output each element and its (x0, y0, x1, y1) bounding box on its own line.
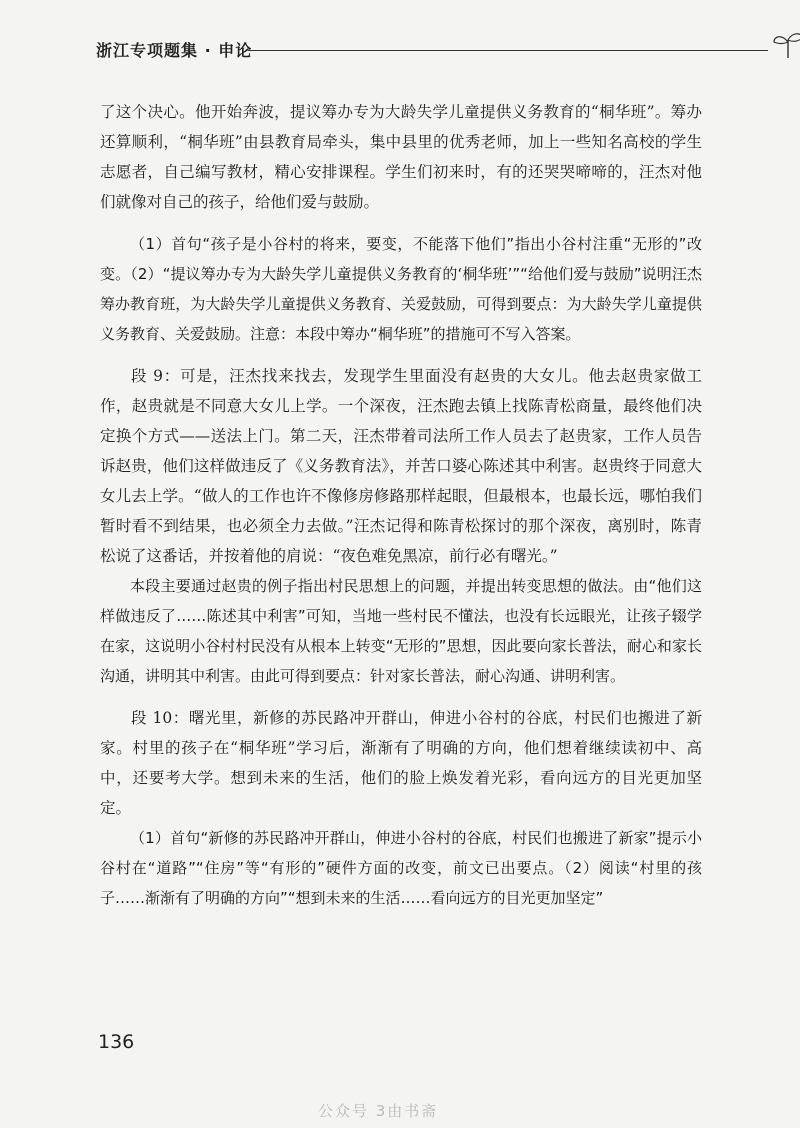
running-header (96, 38, 726, 62)
page-number: 136 (98, 1031, 135, 1053)
header-title: 浙江专项题集 · 申论 (96, 41, 253, 60)
source-paragraph: 段 9：可是，汪杰找来找去，发现学生里面没有赵贵的大女儿。他去赵贵家做工作，赵贵就是不同意大女儿上学。一个深夜，汪杰跑去镇上找陈青松商量，最终他们决定换个方式——送法上门。第二天，汪杰带着司法所工作人员去了赵贵家，工作人员告诉赵贵，他们这样做违反了《义务教育法》，并苦口婆心陈述其中利害。赵贵终于同意大女儿去上学。“做人的工作也许不像修房修路那样起眼，但最根本，也最长远，哪怕我们暂时看不到结果，也必须全力去做。”汪杰记得和陈青松探讨的那个深夜，离别时，陈青松说了这番话，并按着他的肩说：“夜色难免黑凉，前行必有曙光。” (100, 367, 702, 565)
watermark: 公众号 3由书斋 (318, 1102, 439, 1120)
sprout-icon (768, 30, 800, 60)
analysis-paragraph: （1）首句“新修的苏民路冲开群山，伸进小谷村的谷底，村民们也搬进了新家”提示小谷村在“道路”“住房”等“有形的”硬件方面的改变，前文已出要点。（2）阅读“村里的孩子……渐渐有了明确的方向”“想到未来的生活……看向远方的目光更加坚定” (100, 829, 702, 907)
source-paragraph: 了这个决心。他开始奔波，提议筹办专为大龄失学儿童提供义务教育的“桐华班”。筹办还算顺利，“桐华班”由县教育局牵头，集中县里的优秀老师，加上一些知名高校的学生志愿者，自己编写教材，精心安排课程。学生们初来时，有的还哭哭啼啼的，汪杰对他们就像对自己的孩子，给他们爱与鼓励。 (100, 103, 702, 211)
page-body (100, 97, 702, 913)
source-paragraph: 段 10：曙光里，新修的苏民路冲开群山，伸进小谷村的谷底，村民们也搬进了新家。村里的孩子在“桐华班”学习后，渐渐有了明确的方向，他们想着继续读初中、高中，还要考大学。想到未来的生活，他们的脸上焕发着光彩，看向远方的目光更加坚定。 (100, 709, 702, 817)
analysis-paragraph: 本段主要通过赵贵的例子指出村民思想上的问题，并提出转变思想的做法。由“他们这样做违反了……陈述其中利害”可知，当地一些村民不懂法，也没有长远眼光，让孩子辍学在家，这说明小谷村村民没有从根本上转变“无形的”思想，因此要向家长普法，耐心和家长沟通，讲明其中利害。由此可得到要点：针对家长普法，耐心沟通、讲明利害。 (100, 577, 702, 685)
analysis-paragraph: （1）首句“孩子是小谷村的将来，要变，不能落下他们”指出小谷村注重“无形的”改变。（2）“提议筹办专为大龄失学儿童提供义务教育的‘桐华班’”“给他们爱与鼓励”说明汪杰筹办教育班，为大龄失学儿童提供义务教育、关爱鼓励，可得到要点：为大龄失学儿童提供义务教育、关爱鼓励。注意：本段中筹办“桐华班”的措施可不写入答案。 (100, 235, 702, 343)
header-rule (248, 50, 768, 51)
